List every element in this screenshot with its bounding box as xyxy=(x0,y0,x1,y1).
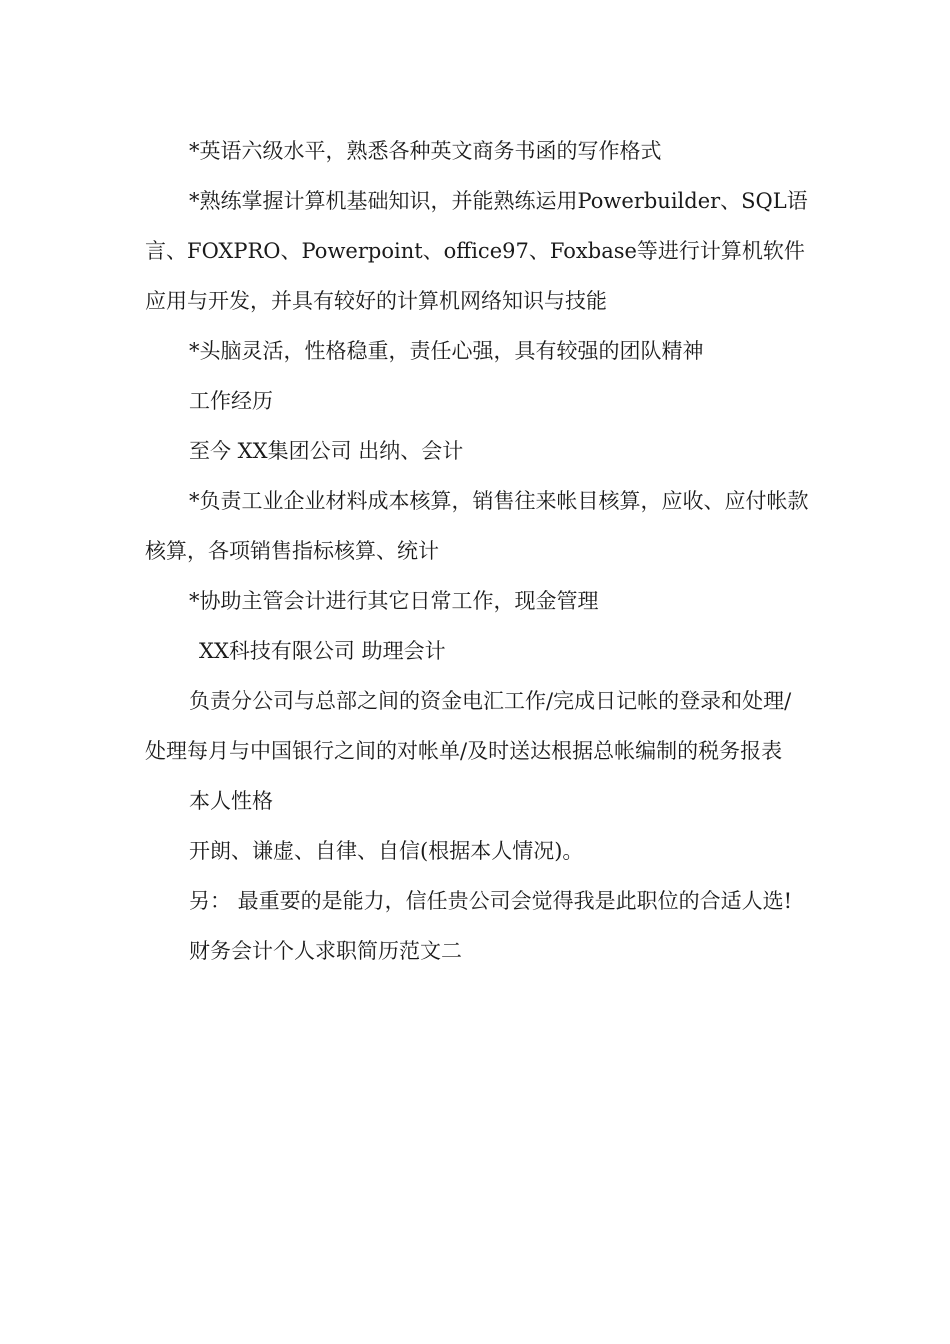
paragraph-computer-skill: *熟练掌握计算机基础知识，并能熟练运用Powerbuilder、SQL语言、FOXPRO、Powerpoint、office97、Foxbase等进行计算机软件应用与开发，并具有较好的计算机网络知识与技能 xyxy=(145,189,808,313)
paragraph-closing-statement: 另： 最重要的是能力，信任贵公司会觉得我是此职位的合适人选! xyxy=(189,889,793,913)
job-title-group-company: 至今 XX集团公司 出纳、会计 xyxy=(189,439,464,463)
paragraph-job-duty-assistant: 负责分公司与总部之间的资金电汇工作/完成日记帐的登录和处理/处理每月与中国银行之间的对帐单/及时送达根据总帐编制的税务报表 xyxy=(145,689,792,763)
section-heading-work-experience: 工作经历 xyxy=(189,389,273,413)
paragraph-job-duty-accounting: *负责工业企业材料成本核算，销售往来帐目核算，应收、应付帐款核算，各项销售指标核算、统计 xyxy=(145,489,809,563)
job-title-tech-company: XX科技有限公司 助理会计 xyxy=(199,639,446,663)
paragraph-personality: 开朗、谦虚、自律、自信(根据本人情况)。 xyxy=(189,839,584,863)
paragraph-job-duty-assist: *协助主管会计进行其它日常工作，现金管理 xyxy=(189,589,599,613)
paragraph-english-skill: *英语六级水平，熟悉各种英文商务书函的写作格式 xyxy=(189,139,662,163)
section-heading-sample-two: 财务会计个人求职简历范文二 xyxy=(189,939,462,963)
document-body xyxy=(145,126,810,976)
paragraph-personality-traits: *头脑灵活，性格稳重，责任心强，具有较强的团队精神 xyxy=(189,339,704,363)
section-heading-personality: 本人性格 xyxy=(189,789,273,813)
